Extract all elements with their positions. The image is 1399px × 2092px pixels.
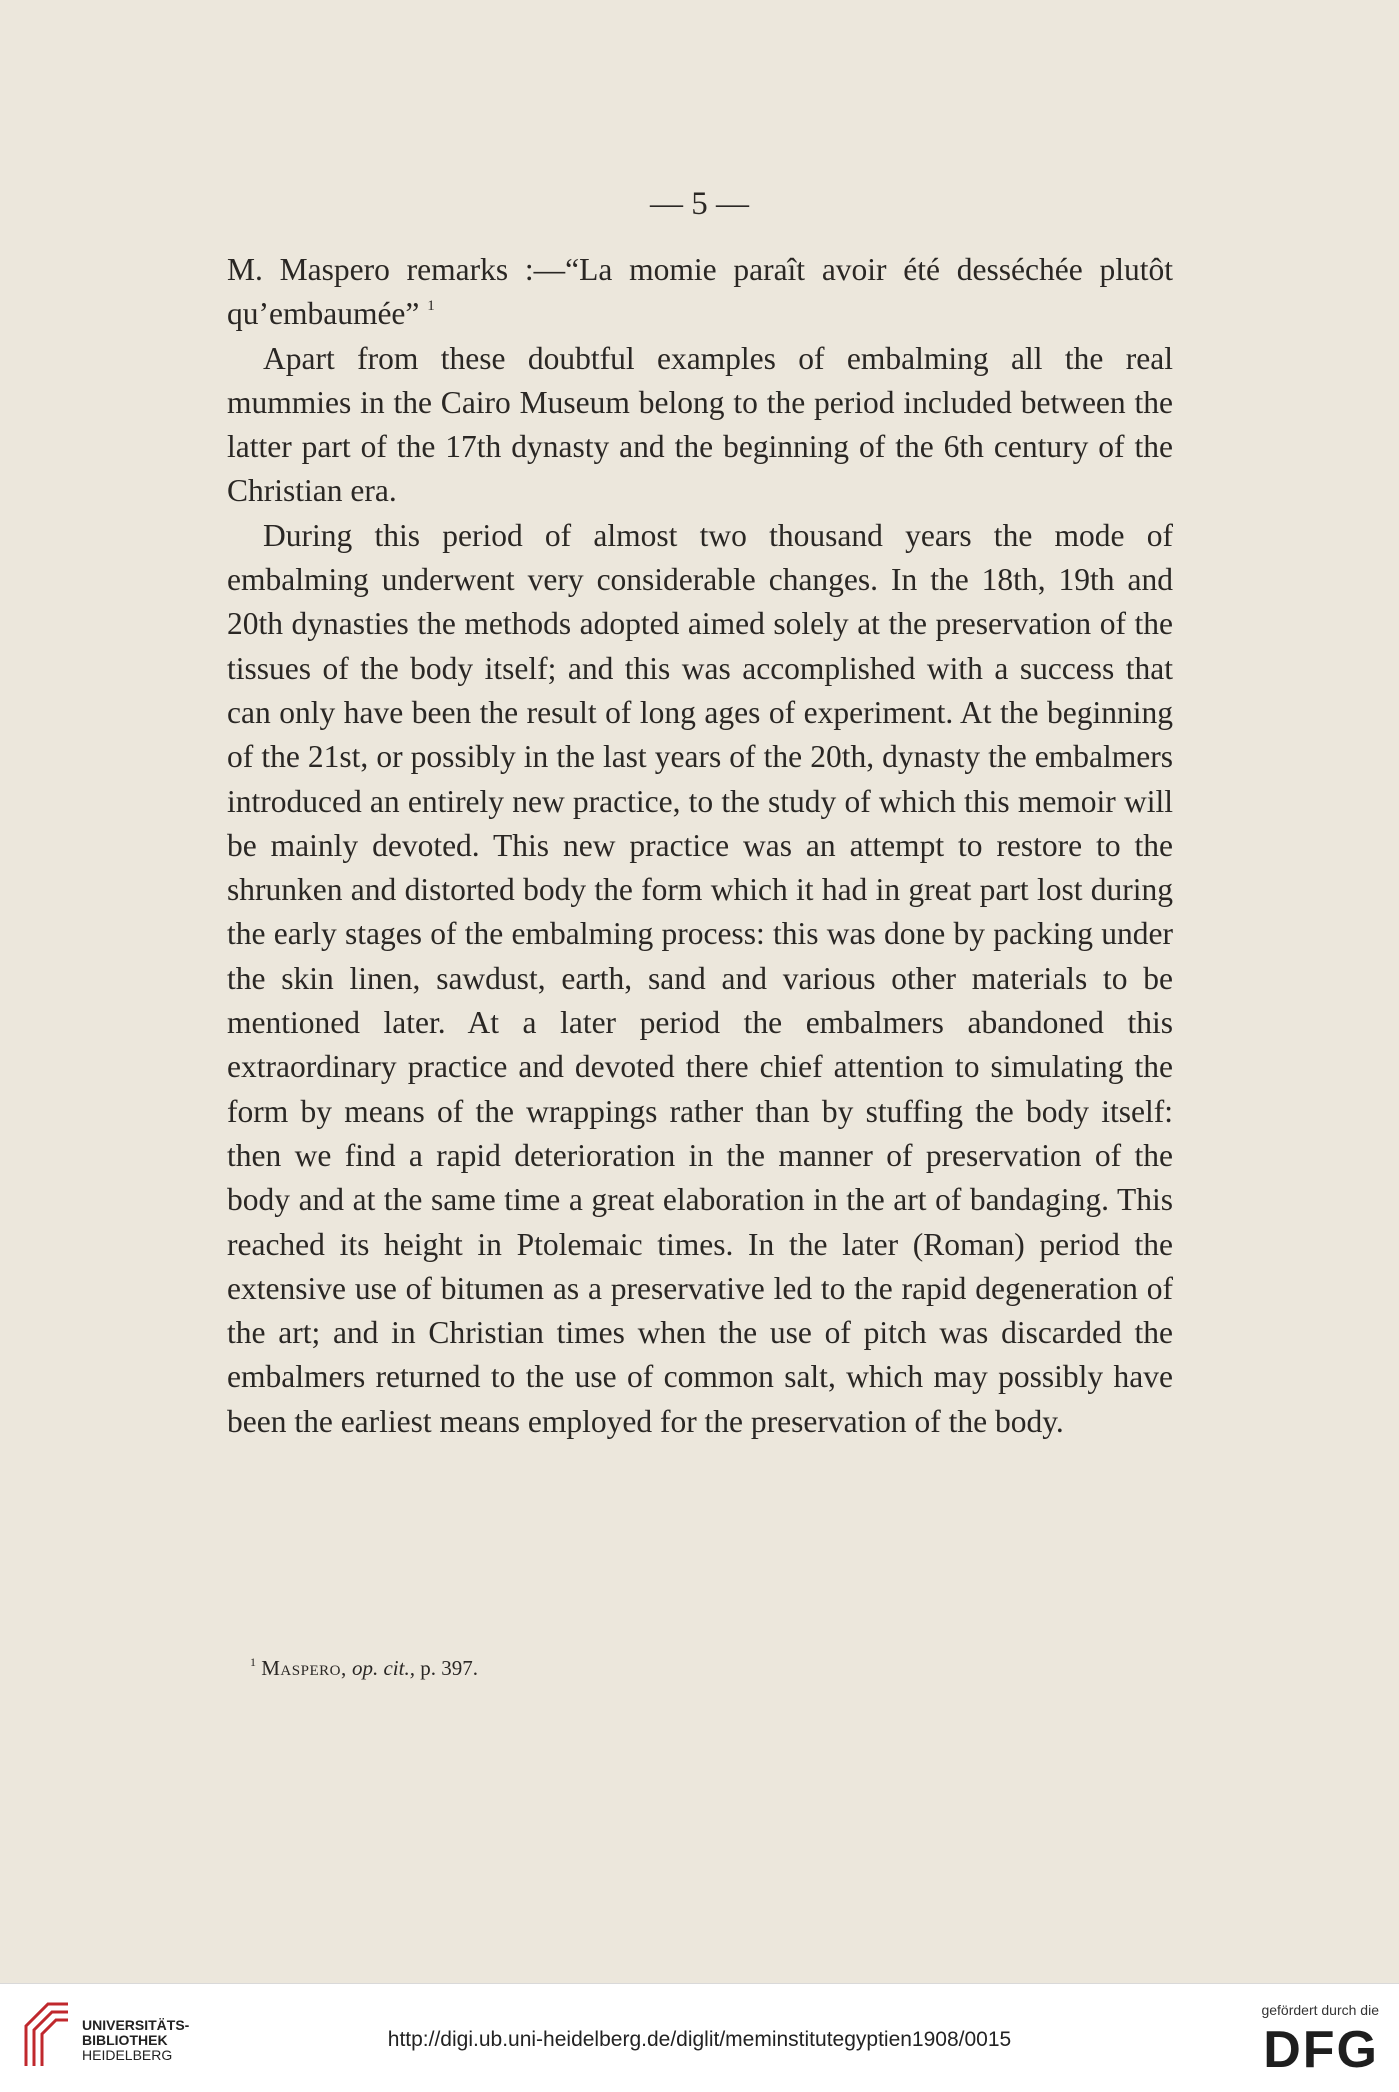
paragraph bbox=[227, 248, 1173, 337]
paragraph-text: M. Maspero remarks :—“La momie paraît avoir été desséchée plutôt qu’embaumée” bbox=[227, 252, 1173, 332]
footnote bbox=[250, 1656, 478, 1681]
library-name-line: UNIVERSITÄTS- bbox=[82, 2017, 190, 2033]
funding-caption: gefördert durch die bbox=[1261, 2002, 1379, 2018]
library-name-line: BIBLIOTHEK bbox=[82, 2032, 168, 2048]
body-text bbox=[227, 248, 1173, 1444]
dfg-logo: DFG bbox=[1263, 2021, 1379, 2079]
paragraph: Apart from these doubtful examples of embalming all the real mummies in the Cairo Museum belong to the period included between the latter part of the 17th dynasty and the beginning of the 6th century of the Christian era. bbox=[227, 340, 1173, 509]
footnote-page: p. 397. bbox=[420, 1656, 478, 1680]
footnote-marker: 1 bbox=[250, 1655, 256, 1669]
footnote-reference: 1 bbox=[427, 298, 435, 315]
footnote-author: Maspero, bbox=[261, 1656, 347, 1680]
footnote-work: op. cit., bbox=[351, 1656, 415, 1680]
viewer-footer bbox=[0, 1983, 1399, 2092]
permalink-url[interactable]: http://digi.ub.uni-heidelberg.de/diglit/meminstitutegyptien1908/0015 bbox=[387, 2028, 1012, 2051]
page-number: — 5 — bbox=[650, 186, 749, 222]
library-name-line: HEIDELBERG bbox=[82, 2047, 173, 2063]
paragraph: During this period of almost two thousand years the mode of embalming underwent very considerable changes. In the 18th, 19th and 20th dynasties the methods adopted aimed solely at the preservation of the tissues of the body itself; and this was accomplished with a success that can only have been the result of long ages of experiment. At the beginning of the 21st, or possibly in the last years of the 20th, dynasty the embalmers introduced an entirely new practice, to the study of which this memoir will be mainly devoted. This new practice was an attempt to restore to the shrunken and distorted body the form which it had in great part lost during the early stages of the embalming process: this was done by packing under the skin linen, sawdust, earth, sand and various other materials to be mentioned later. At a later period the embalmers abandoned this extraordinary practice and devoted there chief attention to simulating the form by means of the wrappings rather than by stuffing the body itself: then we find a rapid deterioration in the manner of preservation of the body and at the same time a great elaboration in the art of bandaging. This reached its height in Ptolemaic times. In the later (Roman) period the extensive use of bitumen as a preservative led to the rapid degeneration of the art; and in Christian times when the use of pitch was discarded the embalmers returned to the use of common salt, which may possibly have been the earliest means employed for the preservation of the body. bbox=[227, 517, 1173, 1439]
